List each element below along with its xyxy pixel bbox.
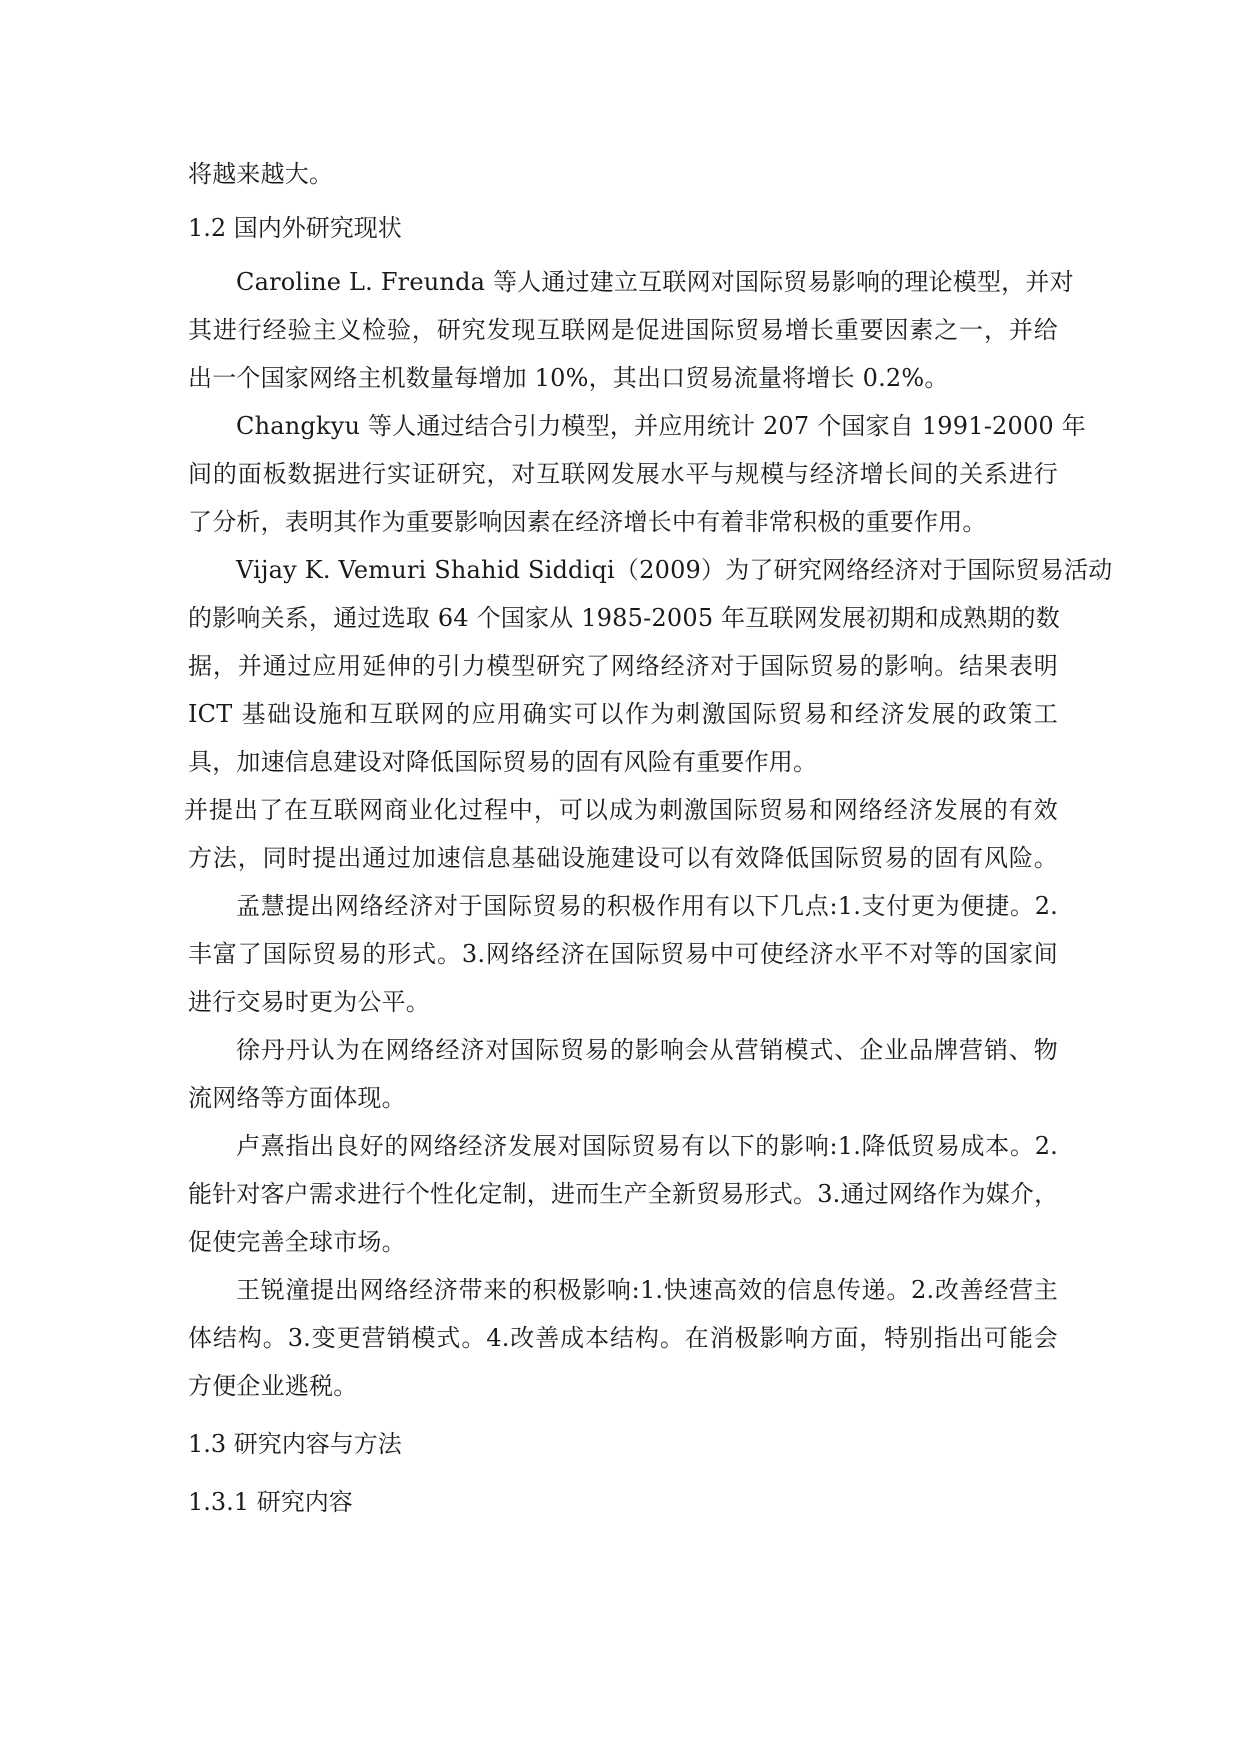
text-line: 孟慧提出网络经济对于国际贸易的积极作用有以下几点:1.支付更为便捷。2.	[236, 892, 1058, 920]
paragraph-freunda	[188, 258, 1074, 402]
text-line: 的影响关系，通过选取 64 个国家从 1985-2005 年互联网发展初期和成熟期的数	[188, 604, 1060, 632]
page-body	[184, 150, 1113, 1526]
subsection-heading-1-3-1: 1.3.1 研究内容	[188, 1488, 353, 1516]
text-line: 了分析，表明其作为重要影响因素在经济增长中有着非常积极的重要作用。	[188, 508, 987, 536]
text-line: 其进行经验主义检验，研究发现互联网是促进国际贸易增长重要因素之一，并给	[188, 316, 1058, 344]
text-line: 徐丹丹认为在网络经济对国际贸易的影响会从营销模式、企业品牌营销、物	[236, 1036, 1058, 1064]
text-line: ICT 基础设施和互联网的应用确实可以作为刺激国际贸易和经济发展的政策工	[188, 700, 1058, 728]
text-line: Caroline L. Freunda 等人通过建立互联网对国际贸易影响的理论模型，并对	[236, 268, 1074, 296]
paragraph-wangruitong	[188, 1266, 1058, 1410]
text-line: 促使完善全球市场。	[188, 1228, 406, 1256]
text-line: 王锐潼提出网络经济带来的积极影响:1.快速高效的信息传递。2.改善经营主	[236, 1276, 1058, 1304]
paragraph-xudandan	[188, 1026, 1058, 1122]
section-heading-1-3: 1.3 研究内容与方法	[188, 1430, 402, 1458]
text-line: 据，并通过应用延伸的引力模型研究了网络经济对于国际贸易的影响。结果表明	[188, 652, 1058, 680]
paragraph-luxi	[188, 1122, 1058, 1266]
text-line: 进行交易时更为公平。	[188, 988, 430, 1016]
text-line: 方法，同时提出通过加速信息基础设施建设可以有效降低国际贸易的固有风险。	[188, 844, 1058, 872]
text-line: 流网络等方面体现。	[188, 1084, 406, 1112]
paragraph-menghui	[188, 882, 1058, 1026]
text-line: 具，加速信息建设对降低国际贸易的固有风险有重要作用。	[188, 748, 818, 776]
text-line: 方便企业逃税。	[188, 1372, 358, 1400]
text-line: 体结构。3.变更营销模式。4.改善成本结构。在消极影响方面，特别指出可能会	[188, 1324, 1058, 1352]
paragraph-commercialization	[184, 786, 1058, 882]
text-line: 并提出了在互联网商业化过程中，可以成为刺激国际贸易和网络经济发展的有效	[184, 796, 1058, 824]
text-line: 丰富了国际贸易的形式。3.网络经济在国际贸易中可使经济水平不对等的国家间	[188, 940, 1058, 968]
text-line: Vijay K. Vemuri Shahid Siddiqi（2009）为了研究网络经济对于国际贸易活动	[236, 556, 1113, 584]
paragraph-tail: 将越来越大。	[188, 160, 334, 188]
paragraph-changkyu	[188, 402, 1086, 546]
text-line: 间的面板数据进行实证研究，对互联网发展水平与规模与经济增长间的关系进行	[188, 460, 1058, 488]
text-line: 出一个国家网络主机数量每增加 10%，其出口贸易流量将增长 0.2%。	[188, 364, 949, 392]
text-line: 能针对客户需求进行个性化定制，进而生产全新贸易形式。3.通过网络作为媒介，	[188, 1180, 1059, 1208]
section-heading-1-2: 1.2 国内外研究现状	[188, 214, 402, 242]
text-line: Changkyu 等人通过结合引力模型，并应用统计 207 个国家自 1991-2000 年	[236, 412, 1086, 440]
paragraph-vemuri	[188, 546, 1113, 786]
text-line: 卢熹指出良好的网络经济发展对国际贸易有以下的影响:1.降低贸易成本。2.	[236, 1132, 1058, 1160]
